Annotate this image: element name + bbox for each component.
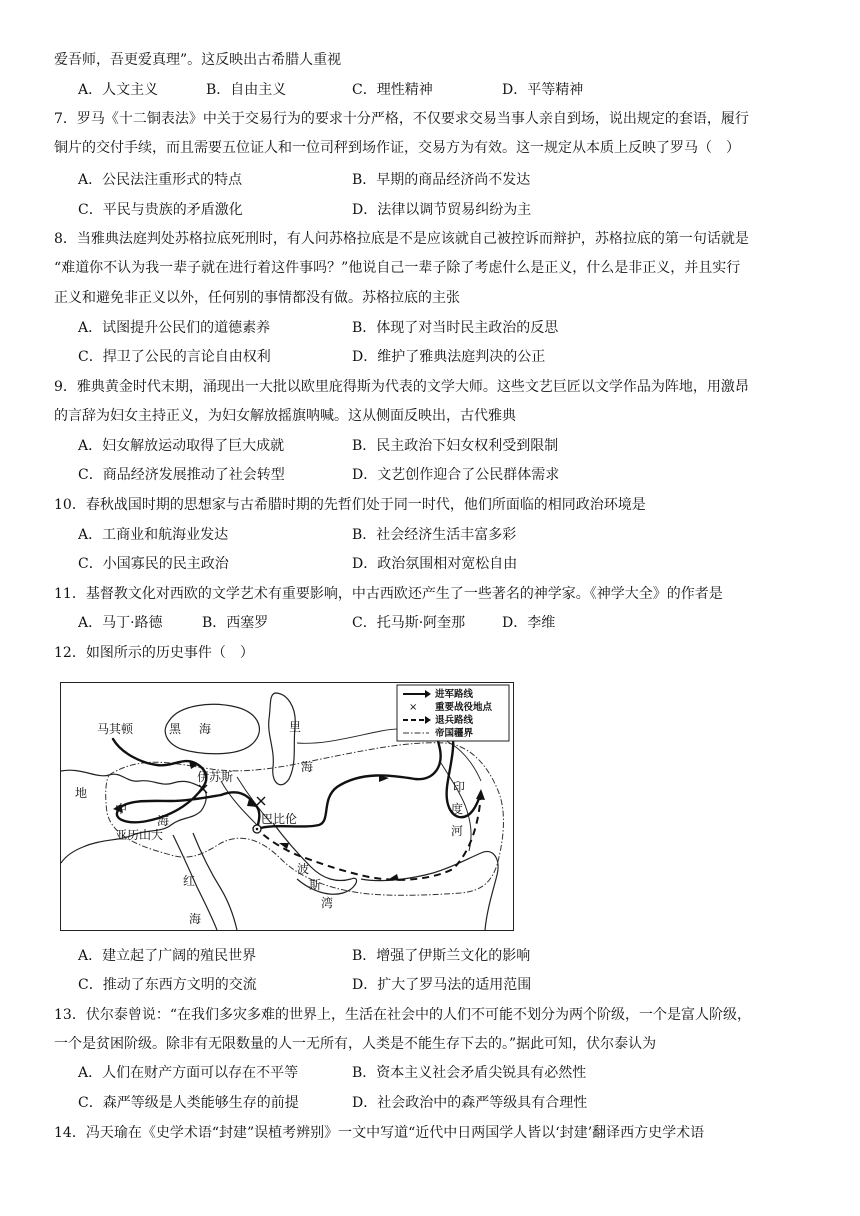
caspian-sea-coast: [269, 693, 296, 785]
label-red-sea-1: 红: [183, 874, 196, 888]
label-issus: 伊苏斯: [197, 770, 234, 784]
q7-option-d[interactable]: D．法律以调节贸易纠纷为主: [352, 202, 532, 218]
label-gulf-1: 波: [297, 862, 310, 876]
q6-option-b[interactable]: B．自由主义: [206, 82, 287, 98]
label-black-sea-1: 黑: [169, 722, 182, 736]
q8-option-a[interactable]: A．试图提升公民们的道德素养: [78, 320, 271, 336]
q14-stem: 14．冯天瑜在《史学术语“封建”误植考辨别》一文中写道“近代中日两国学人皆以‘封建’翻译西方史学术语: [54, 1125, 705, 1141]
q9-option-c[interactable]: C．商品经济发展推动了社会转型: [78, 467, 285, 483]
q13-option-b[interactable]: B．资本主义社会矛盾尖锐具有必然性: [352, 1065, 587, 1081]
q12-option-d[interactable]: D．扩大了罗马法的适用范围: [352, 977, 532, 993]
q11-option-a[interactable]: A．马丁·路德: [78, 615, 163, 631]
label-med-2: 中: [115, 802, 128, 816]
q6-option-d[interactable]: D．平等精神: [502, 82, 584, 98]
label-india-3: 河: [451, 824, 464, 838]
q10-option-b[interactable]: B．社会经济生活丰富多彩: [352, 527, 517, 543]
q9-option-d[interactable]: D．文艺创作迎合了公民群体需求: [352, 467, 560, 483]
q8-stem-line1: 8．当雅典法庭判处苏格拉底死刑时，有人问苏格拉底是不是应该就自己被控诉而辩护，苏格拉底的第一句话就是: [54, 231, 749, 247]
legend-border: 帝国疆界: [435, 728, 474, 739]
label-caspian-1: 里: [289, 720, 302, 734]
label-red-sea-2: 海: [189, 912, 202, 926]
q13-option-a[interactable]: A．人们在财产方面可以存在不平等: [78, 1065, 299, 1081]
legend-retreat: 退兵路线: [435, 715, 474, 726]
q8-option-c[interactable]: C．捍卫了公民的言论自由权利: [78, 349, 271, 365]
q8-stem-line2: “难道你不认为我一辈子就在进行着这件事吗？”他说自己一辈子除了考虑什么是正义，什么是非正义，并且实行: [54, 260, 741, 276]
map-graphic: [61, 683, 513, 930]
q12-option-b[interactable]: B．增强了伊斯兰文化的影响: [352, 948, 531, 964]
q9-stem-line2: 的言辞为妇女主持正义，为妇女解放摇旗呐喊。这从侧面反映出，古代雅典: [54, 408, 516, 424]
q6-option-a[interactable]: A．人文主义: [78, 82, 159, 98]
q10-option-d[interactable]: D．政治氛围相对宽松自由: [352, 556, 518, 572]
q7-option-a[interactable]: A．公民法注重形式的特点: [78, 172, 243, 188]
q10-stem: 10．春秋战国时期的思想家与古希腊时期的先哲们处于同一时代，他们所面临的相同政治环境是: [54, 497, 646, 513]
india-coast: [361, 851, 498, 930]
q7-option-c[interactable]: C．平民与贵族的矛盾激化: [78, 202, 243, 218]
legend-battle: 重要战役地点: [435, 702, 493, 713]
q9-option-b[interactable]: B．民主政治下妇女权利受到限制: [352, 438, 559, 454]
q11-option-b[interactable]: B．西塞罗: [202, 615, 269, 631]
q13-stem-line2: 一个是贫困阶级。除非有无限数量的人一无所有，人类是不能生存下去的。”据此可知，伏尔泰认为: [54, 1036, 657, 1052]
q8-stem-line3: 正义和避免非正义以外，任何别的事情都没有做。苏格拉底的主张: [54, 290, 460, 306]
label-gulf-3: 湾: [321, 896, 334, 910]
q13-stem-line1: 13．伏尔泰曾说：“在我们多灾多难的世界上，生活在社会中的人们不可能不划分为两个阶级，一个是富人阶级，: [54, 1007, 751, 1023]
mediterranean-coast: [61, 770, 206, 863]
label-gulf-2: 斯: [309, 878, 322, 892]
q8-option-d[interactable]: D．维护了雅典法庭判决的公正: [352, 349, 546, 365]
label-macedonia: 马其顿: [97, 722, 134, 736]
legend-advance: 进军路线: [435, 689, 474, 700]
q8-option-b[interactable]: B．体现了对当时民主政治的反思: [352, 320, 559, 336]
q7-option-b[interactable]: B．早期的商品经济尚不发达: [352, 172, 531, 188]
q13-option-d[interactable]: D．社会政治中的森严等级具有合理性: [352, 1095, 588, 1111]
alexander-campaign-map: [60, 682, 514, 931]
q6-option-c[interactable]: C．理性精神: [352, 82, 433, 98]
q11-option-c[interactable]: C．托马斯·阿奎那: [352, 615, 466, 631]
q10-option-a[interactable]: A．工商业和航海业发达: [78, 527, 229, 543]
label-caspian-2: 海: [301, 760, 314, 774]
q6-stem-continuation: 爱吾师，吾更爱真理”。这反映出古希腊人重视: [54, 52, 342, 68]
label-india-1: 印: [453, 780, 466, 794]
q11-stem: 11．基督教文化对西欧的文学艺术有重要影响，中古西欧还产生了一些著名的神学家。《神学大全》的作者是: [54, 586, 723, 602]
q11-option-d[interactable]: D．李维: [502, 615, 556, 631]
label-med-1: 地: [75, 786, 88, 800]
q9-option-a[interactable]: A．妇女解放运动取得了巨大成就: [78, 438, 285, 454]
q12-stem: 12．如图所示的历史事件（ ）: [54, 645, 254, 661]
q10-option-c[interactable]: C．小国寡民的民主政治: [78, 556, 229, 572]
q7-stem-line1: 7．罗马《十二铜表法》中关于交易行为的要求十分严格，不仅要求交易当事人亲自到场，说出规定的套语，履行: [54, 111, 749, 127]
label-india-2: 度: [451, 802, 464, 816]
label-black-sea-2: 海: [199, 722, 212, 736]
q12-option-a[interactable]: A．建立起了广阔的殖民世界: [78, 948, 257, 964]
advance-route-mesopotamia: [221, 792, 259, 829]
label-alexandria: 亚历山大: [115, 828, 164, 842]
q9-stem-line1: 9．雅典黄金时代末期，涌现出一大批以欧里庇得斯为代表的文学大师。这些文艺巨匠以文学作品为阵地，用激昂: [54, 379, 749, 395]
label-med-3: 海: [157, 814, 170, 828]
q12-option-c[interactable]: C．推动了东西方文明的交流: [78, 977, 257, 993]
svg-text:×: ×: [409, 702, 418, 713]
q13-option-c[interactable]: C．森严等级是人类能够生存的前提: [78, 1095, 299, 1111]
label-babylon: 巴比伦: [261, 812, 298, 826]
q7-stem-line2: 铜片的交付手续，而且需要五位证人和一位司秤到场作证，交易方为有效。这一规定从本质上反映了罗马（ ）: [54, 140, 740, 156]
